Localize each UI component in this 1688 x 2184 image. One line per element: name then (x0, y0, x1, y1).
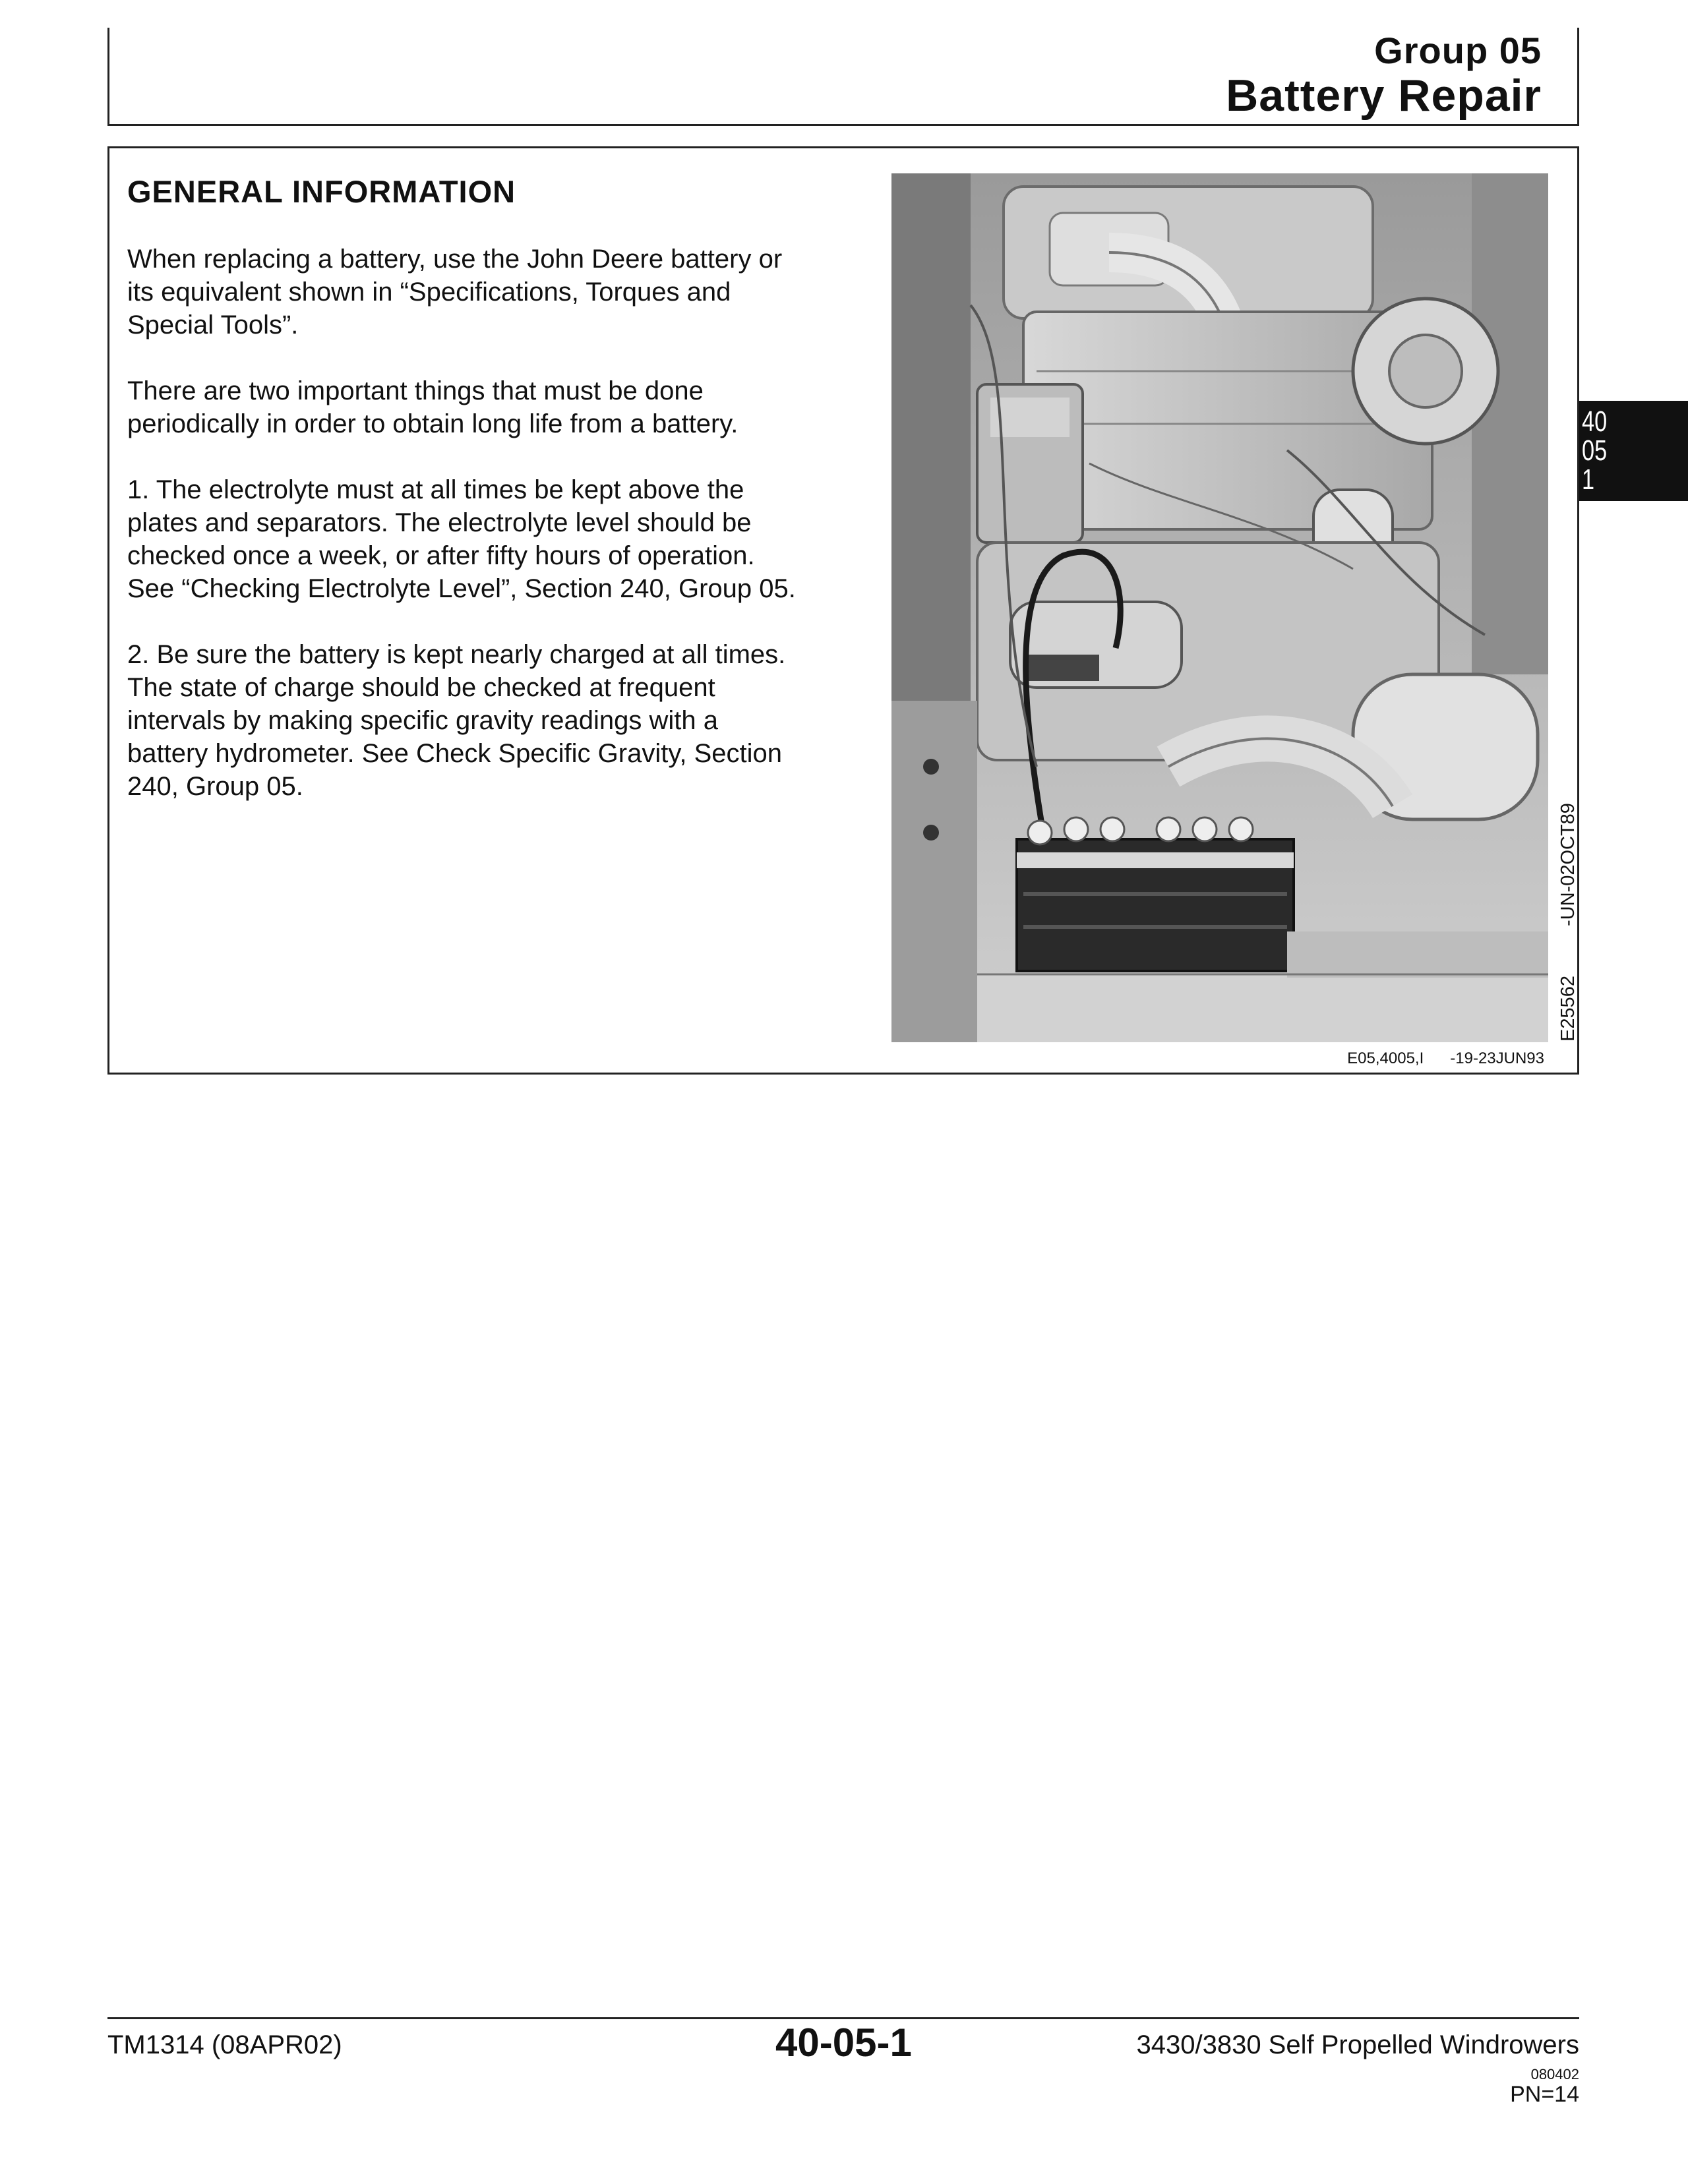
header-left-rule (107, 28, 109, 125)
paragraph-step-1: 1. The electrolyte must at all times be kept above the plates and separators. The electrolyte level should be checked once a week, or after fifty hours of operation. See “Checking Electrolyte Level”, Section 240, Group 05. (127, 475, 796, 603)
footer-rule (107, 2017, 1579, 2019)
figure-id-date: -UN-02OCT89 (1557, 803, 1579, 926)
paragraph-step-2: 2. Be sure the battery is kept nearly charged at all times. The state of charge should be checked at frequent intervals by making specific gravity readings with a battery hydrometer. See Check Specific Gravity, Section 240, Group 05. (127, 640, 786, 801)
header-bottom-rule (107, 124, 1579, 126)
engine-battery-photo (891, 173, 1548, 1042)
group-title: Battery Repair (1226, 71, 1542, 121)
paragraph-important: There are two important things that must be done periodically in order to obtain long life from a battery. (127, 376, 738, 438)
section-tab-section: 40 (1582, 405, 1608, 438)
footer-product-name: 3430/3830 Self Propelled Windrowers (1136, 2030, 1579, 2059)
footer-date-code: 080402 (1530, 2066, 1579, 2082)
footer-page-number: 40-05-1 (775, 2021, 912, 2065)
section-tab (1579, 401, 1688, 501)
section-heading: GENERAL INFORMATION (127, 174, 516, 209)
section-tab-page: 1 (1582, 463, 1595, 496)
footer-pn: PN=14 (1510, 2082, 1579, 2107)
group-label: Group 05 (1374, 30, 1542, 71)
paragraph-intro: When replacing a battery, use the John Deere battery or its equivalent shown in “Specifications, Torques and Special Tools”. (127, 245, 783, 339)
footer-manual-id: TM1314 (08APR02) (107, 2030, 342, 2059)
figure-id-number: E25562 (1557, 976, 1579, 1042)
section-tab-group: 05 (1582, 434, 1608, 467)
figure-reference: E05,4005,I -19-23JUN93 (1347, 1049, 1544, 1067)
header-right-rule (1577, 28, 1579, 125)
